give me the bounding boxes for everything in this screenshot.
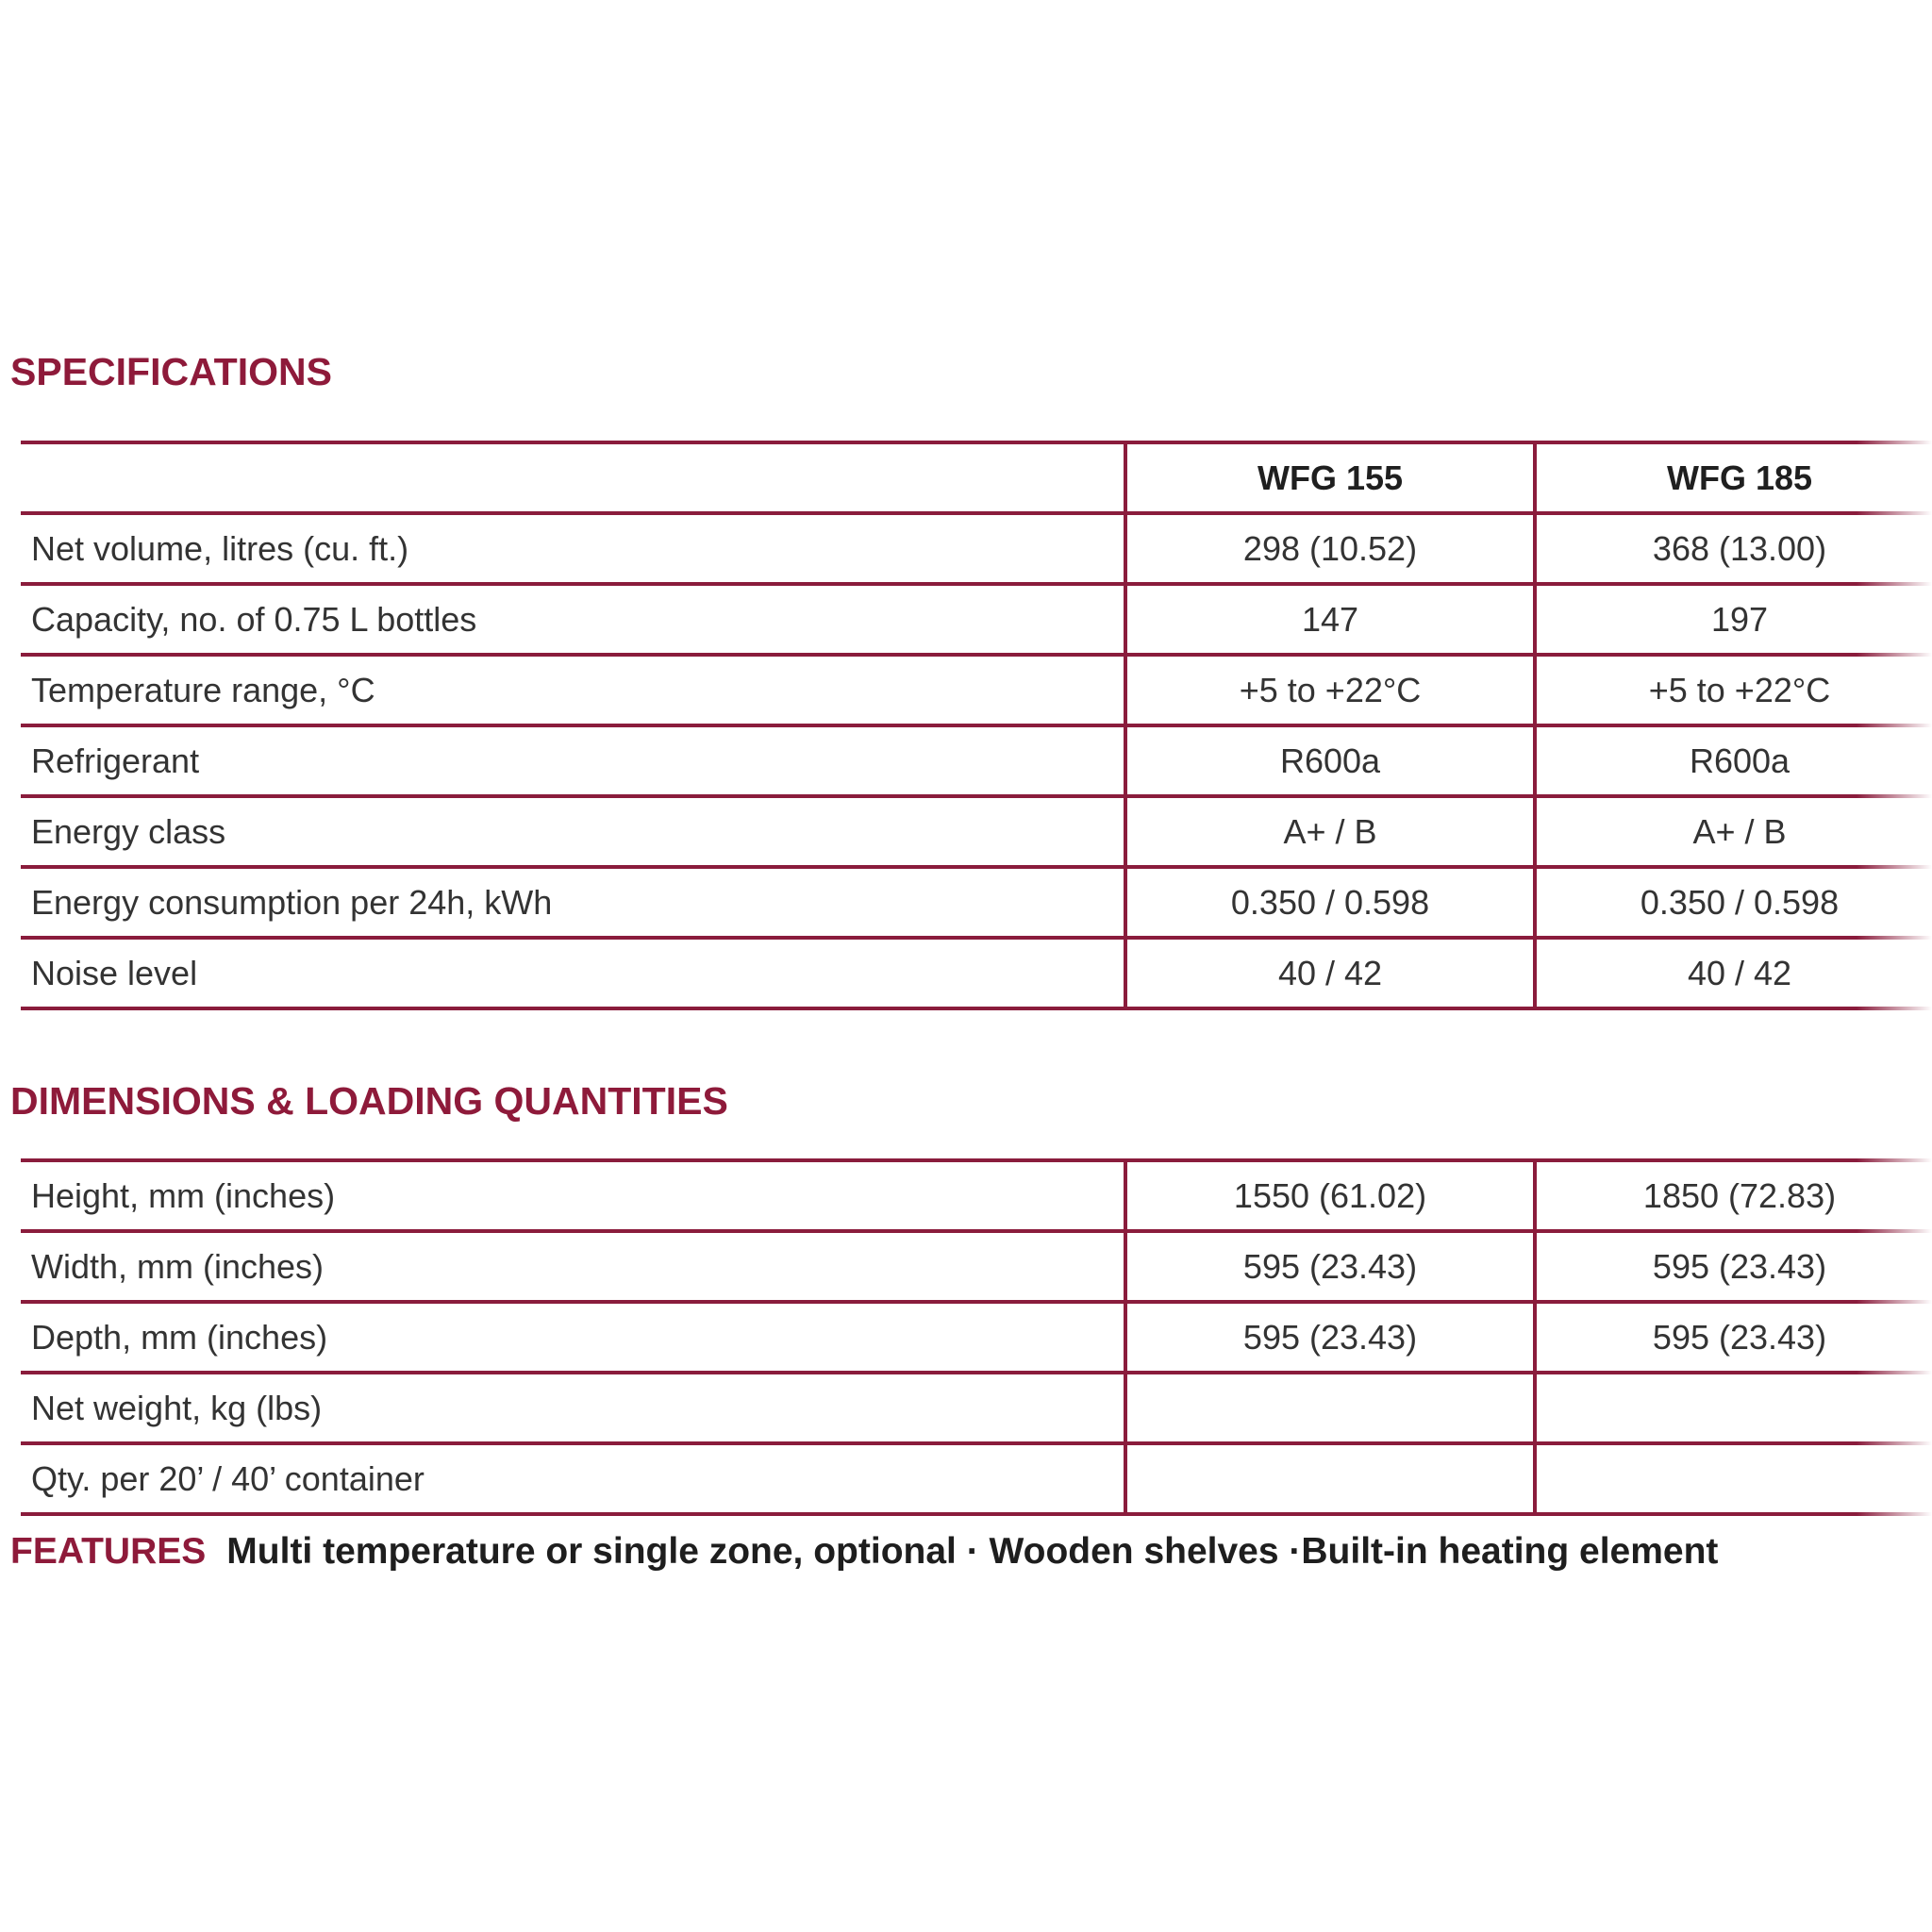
table-row	[21, 584, 1932, 655]
row-value-wfg155: 1550 (61.02)	[1125, 1160, 1535, 1231]
row-value-wfg185: 197	[1535, 584, 1932, 655]
row-value-wfg185: A+ / B	[1535, 796, 1932, 867]
model-header-wfg155: WFG 155	[1125, 442, 1535, 513]
model-header-wfg185: WFG 185	[1535, 442, 1932, 513]
table-row	[21, 796, 1932, 867]
row-value-wfg185: +5 to +22°C	[1535, 655, 1932, 725]
features-line	[10, 1533, 1718, 1570]
row-value-wfg185: 595 (23.43)	[1535, 1302, 1932, 1373]
row-value-wfg185	[1535, 1373, 1932, 1443]
row-value-wfg155	[1125, 1443, 1535, 1514]
table-header-row	[21, 442, 1932, 513]
row-label: Energy class	[21, 796, 1125, 867]
row-label: Refrigerant	[21, 725, 1125, 796]
row-value-wfg185: 595 (23.43)	[1535, 1231, 1932, 1302]
row-value-wfg155	[1125, 1373, 1535, 1443]
table-row	[21, 725, 1932, 796]
row-label: Height, mm (inches)	[21, 1160, 1125, 1231]
table-row	[21, 1160, 1932, 1231]
dimensions-table	[21, 1158, 1932, 1516]
row-label: Net volume, litres (cu. ft.)	[21, 513, 1125, 584]
specifications-heading: SPECIFICATIONS	[10, 350, 332, 393]
row-value-wfg185: 0.350 / 0.598	[1535, 867, 1932, 938]
row-value-wfg185: R600a	[1535, 725, 1932, 796]
row-value-wfg185	[1535, 1443, 1932, 1514]
dimensions-heading: DIMENSIONS & LOADING QUANTITIES	[10, 1079, 728, 1123]
table-row	[21, 1231, 1932, 1302]
table-row	[21, 513, 1932, 584]
row-value-wfg185: 1850 (72.83)	[1535, 1160, 1932, 1231]
row-value-wfg185: 40 / 42	[1535, 938, 1932, 1008]
row-value-wfg155: R600a	[1125, 725, 1535, 796]
features-text: Multi temperature or single zone, optional · Wooden shelves ·Built-in heating element	[226, 1531, 1719, 1572]
row-label: Width, mm (inches)	[21, 1231, 1125, 1302]
specifications-table	[21, 441, 1932, 1010]
row-value-wfg155: 595 (23.43)	[1125, 1302, 1535, 1373]
row-label: Depth, mm (inches)	[21, 1302, 1125, 1373]
row-value-wfg185: 368 (13.00)	[1535, 513, 1932, 584]
row-label: Noise level	[21, 938, 1125, 1008]
table-row	[21, 1443, 1932, 1514]
row-label: Capacity, no. of 0.75 L bottles	[21, 584, 1125, 655]
header-blank-cell	[21, 442, 1125, 513]
table-row	[21, 938, 1932, 1008]
row-label: Energy consumption per 24h, kWh	[21, 867, 1125, 938]
table-row	[21, 1373, 1932, 1443]
row-value-wfg155: 40 / 42	[1125, 938, 1535, 1008]
table-row	[21, 655, 1932, 725]
row-label: Net weight, kg (lbs)	[21, 1373, 1125, 1443]
row-value-wfg155: +5 to +22°C	[1125, 655, 1535, 725]
table-row	[21, 867, 1932, 938]
row-value-wfg155: 595 (23.43)	[1125, 1231, 1535, 1302]
row-value-wfg155: 0.350 / 0.598	[1125, 867, 1535, 938]
row-label: Qty. per 20’ / 40’ container	[21, 1443, 1125, 1514]
row-label: Temperature range, °C	[21, 655, 1125, 725]
features-label: FEATURES	[10, 1531, 207, 1572]
table-row	[21, 1302, 1932, 1373]
row-value-wfg155: 298 (10.52)	[1125, 513, 1535, 584]
row-value-wfg155: A+ / B	[1125, 796, 1535, 867]
row-value-wfg155: 147	[1125, 584, 1535, 655]
